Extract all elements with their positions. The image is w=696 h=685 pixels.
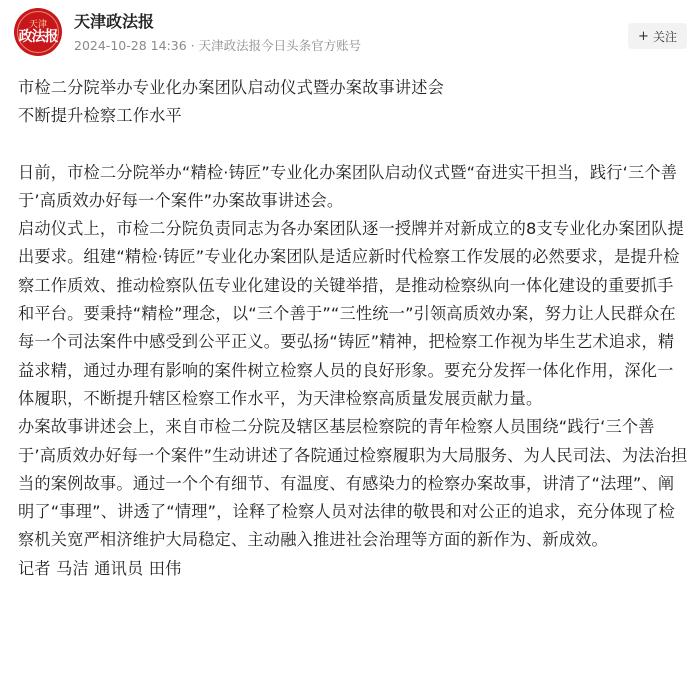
article-body xyxy=(18,74,688,583)
article-byline: 记者 马洁 通讯员 田伟 xyxy=(18,558,182,578)
account-name[interactable]: 天津政法报 xyxy=(74,12,155,31)
article-paragraph-3: 办案故事讲述会上，来自市检二分院及辖区基层检察院的青年检察人员围绕“践行‘三个善于’高质效办好每一个案件”生动讲述了各院通过检察履职为大局服务、为人民司法、为法治担当的案例故事。通过一个个有细节、有温度、有感染力的检察办案故事，讲清了“法理”、阐明了“事理”、讲透了“情理”，诠释了检察人员对法律的敬畏和对公正的追求，充分体现了检察机关宽严相济维护大局稳定、主动融入推进社会治理等方面的新作为、新成效。 xyxy=(18,417,688,550)
meta-separator: · xyxy=(190,38,195,53)
avatar[interactable] xyxy=(14,8,62,56)
post-timestamp: 2024-10-28 14:36 xyxy=(74,38,187,53)
paragraph-gap xyxy=(18,131,688,159)
avatar-ring-decoration xyxy=(17,11,59,53)
article-title-line-2: 不断提升检察工作水平 xyxy=(18,106,182,126)
article-header xyxy=(0,0,696,66)
article-paragraph-1: 日前，市检二分院举办“精检·铸匠”专业化办案团队启动仪式暨“奋进实干担当，践行‘三个善于’高质效办好每一个案件”办案故事讲述会。 xyxy=(18,162,678,210)
follow-button[interactable] xyxy=(628,23,687,49)
plus-icon: + xyxy=(638,28,649,44)
follow-label: 关注 xyxy=(652,29,677,44)
article-paragraph-2: 启动仪式上，市检二分院负责同志为各办案团队逐一授牌并对新成立的8支专业化办案团队提出要求。组建“精检·铸匠”专业化办案团队是适应新时代检察工作发展的必然要求，是提升检察工作质效、推动检察队伍专业化建设的关键举措，是推动检察纵向一体化建设的重要抓手和平台。要秉持“精检”理念，以“三个善于”“三性统一”引领高质效办案，努力让人民群众在每一个司法案件中感受到公平正义。要弘扬“铸匠”精神，把检察工作视为毕生艺术追求，精益求精，通过办理有影响的案件树立检察人员的良好形象。要充分发挥一体化作用，深化一体履职，不断提升辖区检察工作水平，为天津检察高质量发展贡献力量。 xyxy=(18,219,684,408)
avatar-text-main: 政法报 xyxy=(18,28,58,45)
post-source: 天津政法报今日头条官方账号 xyxy=(198,38,362,53)
article-title-line-1: 市检二分院举办专业化办案团队启动仪式暨办案故事讲述会 xyxy=(18,78,445,97)
post-meta xyxy=(74,36,361,54)
avatar-text-top: 天津 xyxy=(28,19,47,30)
